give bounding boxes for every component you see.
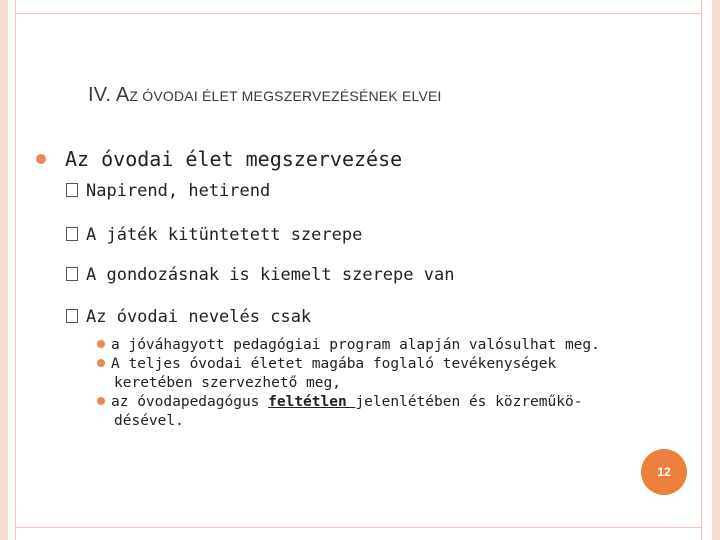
sub-list	[97, 336, 617, 431]
inner-frame-line	[701, 0, 702, 540]
underlined-word: feltétlen	[268, 394, 356, 410]
heading-text: Az óvodai élet megszervezése	[65, 147, 403, 171]
left-border	[0, 0, 8, 540]
slide-title	[88, 84, 442, 107]
sub-item-text: az óvodapedagógus	[111, 394, 269, 410]
list-item	[66, 181, 270, 201]
right-border	[712, 0, 720, 540]
list-item	[66, 307, 311, 327]
bullet-icon	[97, 359, 105, 367]
sub-item-text: A teljes óvodai életet magába foglaló tevékenységek	[111, 356, 557, 372]
inner-frame-line	[15, 0, 16, 540]
bullet-icon	[97, 397, 105, 405]
title-prefix: IV. A	[88, 84, 130, 106]
checkbox-bullet-icon	[66, 227, 78, 241]
page-number: 12	[657, 465, 671, 479]
list-item	[66, 225, 362, 245]
list-item-label: Napirend, hetirend	[86, 181, 271, 201]
list-item	[66, 265, 454, 285]
checkbox-bullet-icon	[66, 183, 78, 197]
list-item-label: A játék kitüntetett szerepe	[86, 225, 363, 245]
sub-item-continuation: désével.	[114, 413, 184, 429]
list-item-label: A gondozásnak is kiemelt szerepe van	[86, 265, 455, 285]
title-rest2: EGSZERVEZÉSÉNEK ELVEI	[253, 88, 442, 104]
bullet-icon	[36, 154, 46, 164]
inner-frame-line	[15, 13, 702, 14]
list-item-label: Az óvodai nevelés csak	[86, 307, 312, 327]
title-rest: Z ÓVODAI ÉLET M	[129, 88, 254, 104]
sub-list-item	[97, 393, 617, 412]
checkbox-bullet-icon	[66, 267, 78, 281]
inner-frame-line	[15, 527, 702, 528]
checkbox-bullet-icon	[66, 309, 78, 323]
sub-item-text: a jóváhagyott pedagógiai program alapján valósulhat meg.	[111, 337, 600, 353]
page-number-badge	[641, 449, 687, 495]
sub-list-item	[97, 355, 617, 374]
sub-item-continuation: keretében szervezhető meg,	[114, 375, 341, 391]
main-heading	[36, 147, 402, 171]
sub-list-item	[97, 336, 617, 355]
bullet-icon	[97, 340, 105, 348]
sub-item-text: jelenlétében és közreműkö-	[355, 394, 583, 410]
